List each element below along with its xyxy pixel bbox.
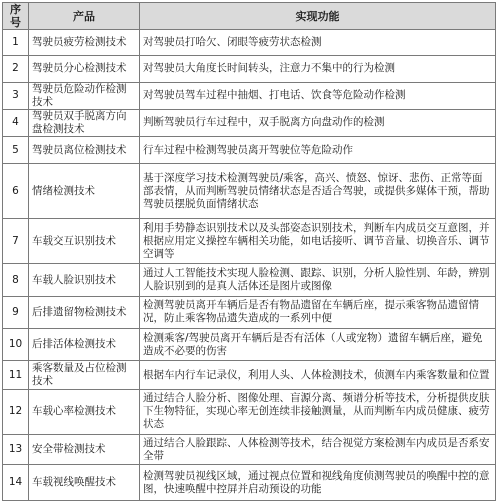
row-product: 情绪检测技术 (29, 164, 140, 219)
row-num: 4 (3, 109, 29, 136)
row-product: 安全带检测技术 (29, 435, 140, 465)
row-product: 车载交互识别技术 (29, 218, 140, 263)
table-row (3, 329, 496, 361)
row-num: 6 (3, 164, 29, 219)
table-row (3, 82, 496, 109)
table-row (3, 465, 496, 501)
row-function: 利用手势静态识别技术以及头部姿态识别技术，判断车内成员交互意图，并根据应用定义操控车辆相关功能，如电话接听、调节音量、切换音乐、调节空调等 (140, 218, 496, 263)
table-row (3, 296, 496, 328)
feature-table (2, 2, 496, 501)
table-row (3, 264, 496, 296)
row-function: 通过结合人脸分析、图像处理、盲源分离、频谱分析等技术，分析提供皮肤下生物特征，实现心率无创连续非接触测量，从而判断车内成员健康、疲劳状态 (140, 389, 496, 434)
header-function: 实现功能 (140, 3, 496, 30)
row-product: 驾驶员危险动作检测技术 (29, 82, 140, 109)
row-num: 5 (3, 137, 29, 164)
row-product: 驾驶员疲劳检测技术 (29, 30, 140, 56)
row-function: 根据车内行车记录仪，利用人头、人体检测技术，侦测车内乘客数量和位置 (140, 361, 496, 389)
row-num: 8 (3, 264, 29, 296)
table-row (3, 164, 496, 219)
row-num: 1 (3, 30, 29, 56)
row-num: 7 (3, 218, 29, 263)
row-num: 9 (3, 296, 29, 328)
row-product: 车载人脸识别技术 (29, 264, 140, 296)
table-row (3, 30, 496, 56)
row-num: 2 (3, 56, 29, 82)
row-function: 通过人工智能技术实现人脸检测、跟踪、识别，分析人脸性别、年龄，辨别人脸识别到的是真人活体还是图片或图像 (140, 264, 496, 296)
row-product: 乘客数量及占位检测技术 (29, 361, 140, 389)
row-function: 对驾驶员驾车过程中抽烟、打电话、饮食等危险动作检测 (140, 82, 496, 109)
header-product: 产品 (29, 3, 140, 30)
row-function: 判断驾驶员行车过程中，双手脱离方向盘动作的检测 (140, 109, 496, 136)
row-function: 行车过程中检测驾驶员离开驾驶位等危险动作 (140, 137, 496, 164)
table-row (3, 361, 496, 389)
row-product: 驾驶员离位检测技术 (29, 137, 140, 164)
row-function: 基于深度学习技术检测驾驶员/乘客，高兴、愤怒、惊讶、悲伤、正常等面部表情，从而判断驾驶员情绪状态是否适合驾驶，或提供多媒体干预，帮助驾驶员摆脱负面情绪状态 (140, 164, 496, 219)
table-row (3, 137, 496, 164)
row-product: 驾驶员双手脱离方向盘检测技术 (29, 109, 140, 136)
table-header-row (3, 3, 496, 30)
table-row (3, 109, 496, 136)
row-function: 检测驾驶员视线区域，通过视点位置和视线角度侦测驾驶员的唤醒中控的意图，快速唤醒中控屏并启动预设的功能 (140, 465, 496, 501)
row-num: 12 (3, 389, 29, 434)
row-num: 14 (3, 465, 29, 501)
table-row (3, 435, 496, 465)
table-row (3, 56, 496, 82)
row-product: 车载心率检测技术 (29, 389, 140, 434)
row-function: 检测驾驶员离开车辆后是否有物品遗留在车辆后座，提示乘客物品遗留情况，防止乘客物品遗失造成的一系列中便 (140, 296, 496, 328)
row-product: 后排活体检测技术 (29, 329, 140, 361)
row-function: 通过结合人脸跟踪、人体检测等技术，结合视觉方案检测车内成员是否系安全带 (140, 435, 496, 465)
row-num: 13 (3, 435, 29, 465)
row-product: 后排遗留物检测技术 (29, 296, 140, 328)
header-num: 序号 (3, 3, 29, 30)
table-row (3, 218, 496, 263)
row-product: 驾驶员分心检测技术 (29, 56, 140, 82)
row-function: 对驾驶员大角度长时间转头，注意力不集中的行为检测 (140, 56, 496, 82)
row-num: 10 (3, 329, 29, 361)
table-row (3, 389, 496, 434)
row-product: 车载视线唤醒技术 (29, 465, 140, 501)
row-num: 3 (3, 82, 29, 109)
row-function: 对驾驶员打哈欠、闭眼等疲劳状态检测 (140, 30, 496, 56)
row-num: 11 (3, 361, 29, 389)
row-function: 检测乘客/驾驶员离开车辆后是否有活体（人或宠物）遗留车辆后座，避免造成不必要的伤害 (140, 329, 496, 361)
